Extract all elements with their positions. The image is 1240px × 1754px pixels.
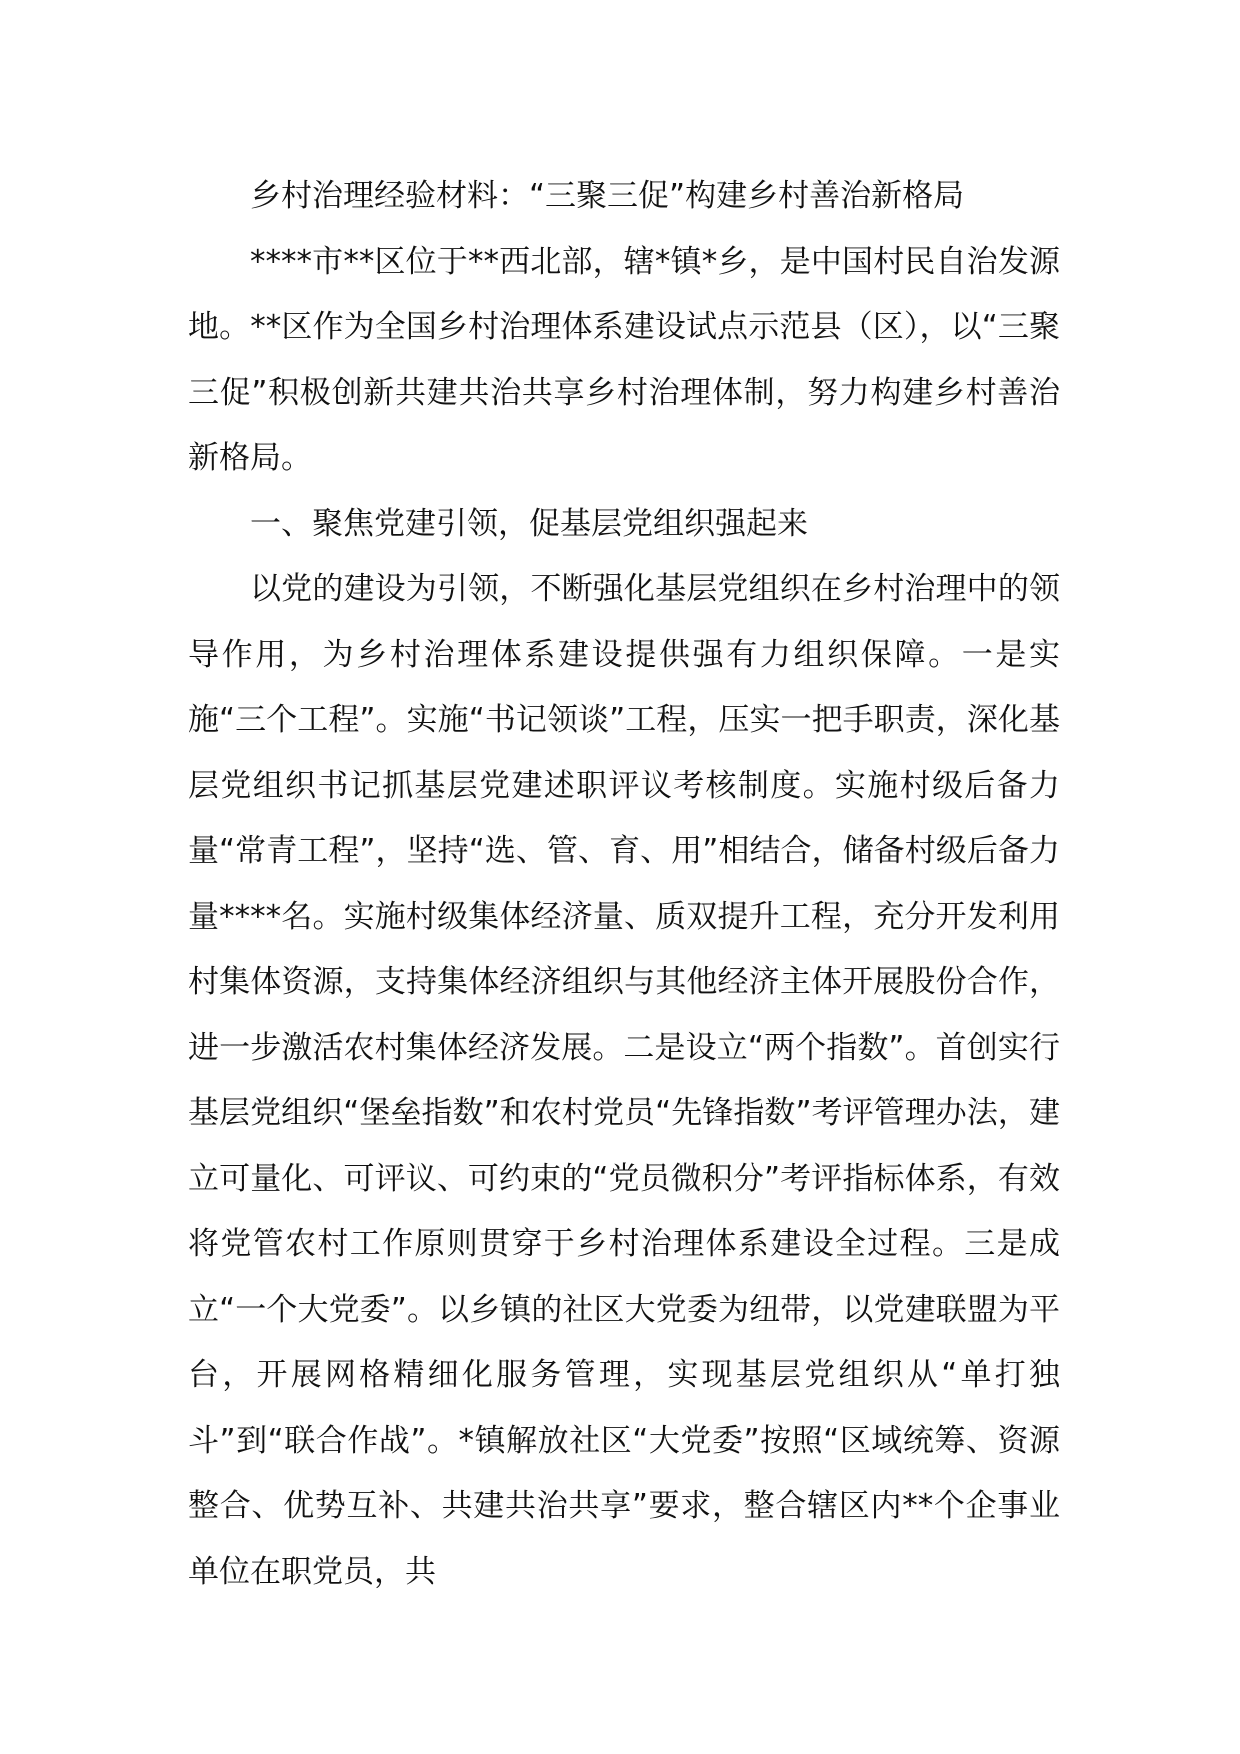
- document-body: [188, 164, 1060, 1605]
- document-title: 乡村治理经验材料：“三聚三促”构建乡村善治新格局: [250, 178, 965, 214]
- paragraph-intro: ****市**区位于**西北部，辖*镇*乡，是中国村民自治发源地。**区作为全国乡村治理体系建设试点示范县（区），以“三聚三促”积极创新共建共治共享乡村治理体制，努力构建乡村善治新格局。: [188, 243, 1060, 476]
- paragraph-section-1: 以党的建设为引领，不断强化基层党组织在乡村治理中的领导作用，为乡村治理体系建设提供强有力组织保障。一是实施“三个工程”。实施“书记领谈”工程，压实一把手职责，深化基层党组织书记抓基层党建述职评议考核制度。实施村级后备力量“常青工程”，坚持“选、管、育、用”相结合，储备村级后备力量****名。实施村级集体经济量、质双提升工程，充分开发利用村集体资源，支持集体经济组织与其他经济主体开展股份合作，进一步激活农村集体经济发展。二是设立“两个指数”。首创实行基层党组织“堡垒指数”和农村党员“先锋指数”考评管理办法，建立可量化、可评议、可约束的“党员微积分”考评指标体系，有效将党管农村工作原则贯穿于乡村治理体系建设全过程。三是成立“一个大党委”。以乡镇的社区大党委为纽带，以党建联盟为平台，开展网格精细化服务管理，实现基层党组织从“单打独斗”到“联合作战”。*镇解放社区“大党委”按照“区域统筹、资源整合、优势互补、共建共治共享”要求，整合辖区内**个企事业单位在职党员，共: [188, 571, 1060, 1590]
- section-heading-1: 一、聚焦党建引领，促基层党组织强起来: [250, 505, 808, 542]
